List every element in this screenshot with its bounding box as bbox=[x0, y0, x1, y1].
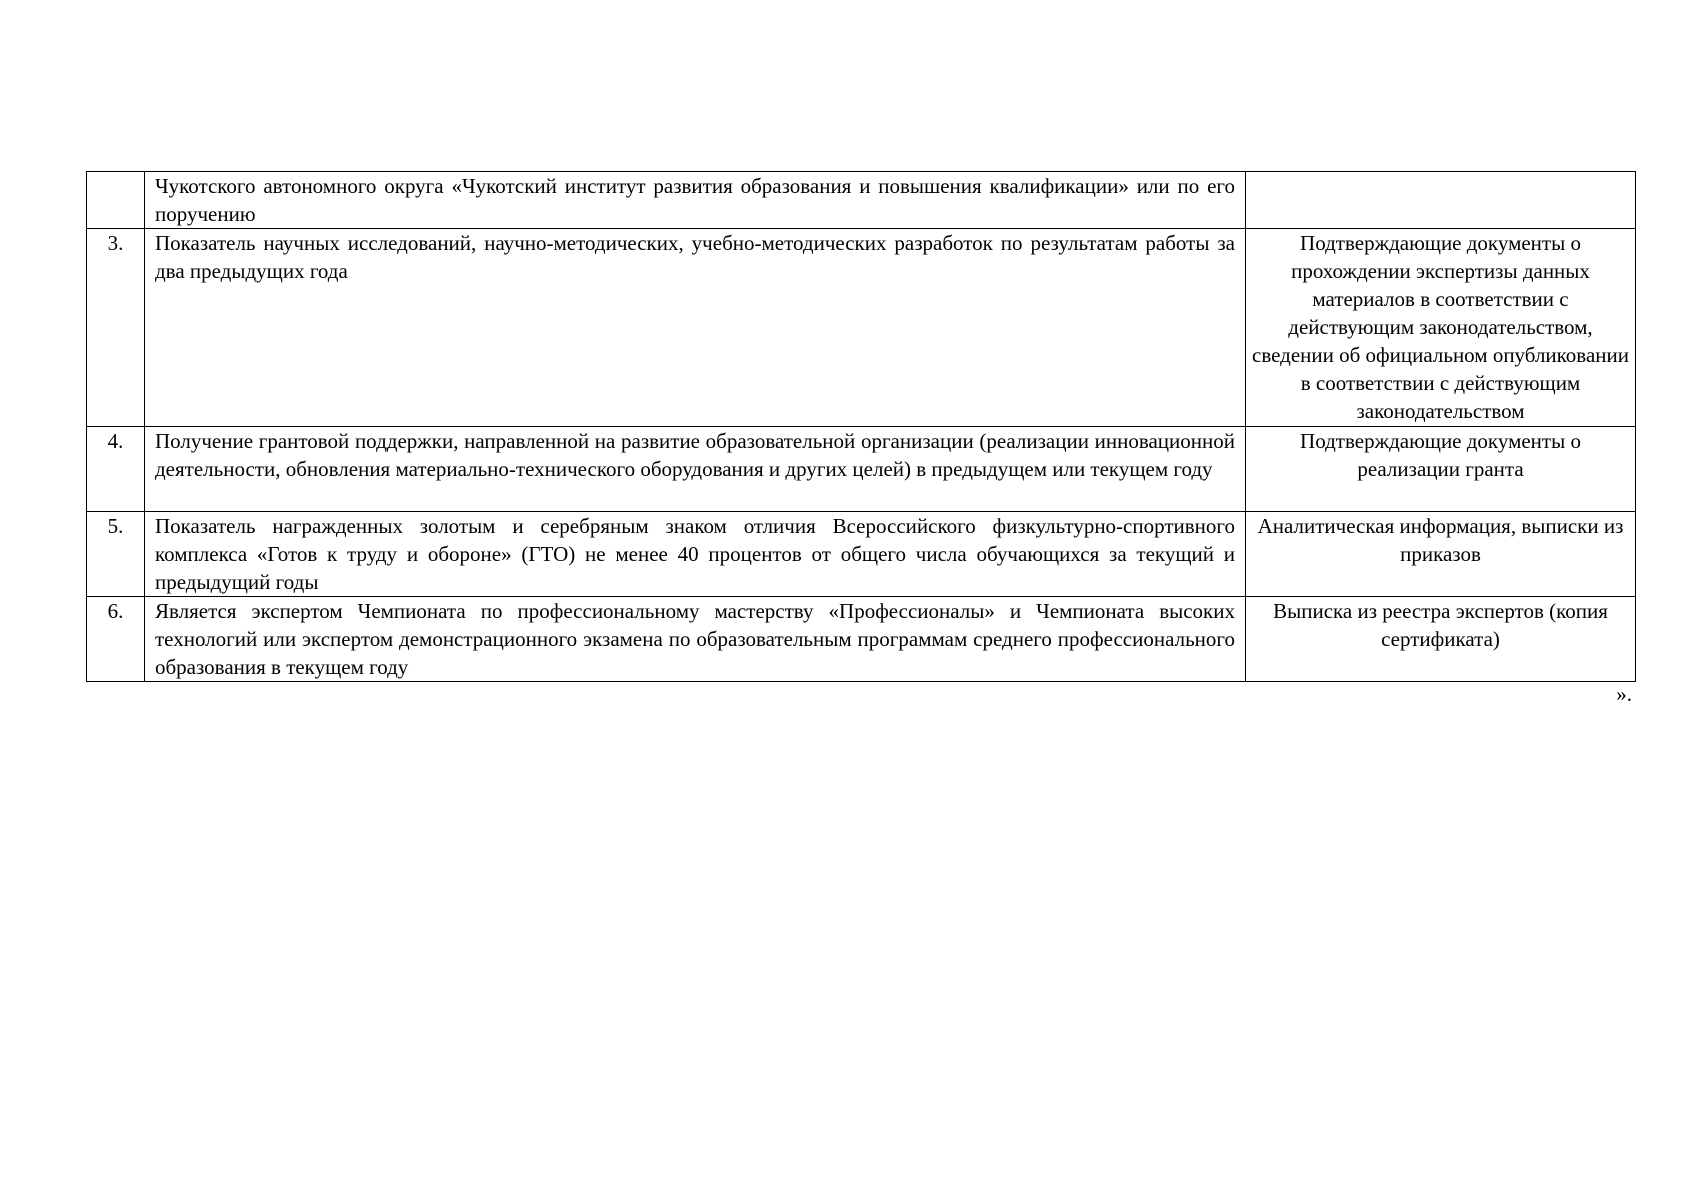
row-number: 4. bbox=[87, 427, 145, 512]
row-number bbox=[87, 172, 145, 229]
row-number: 3. bbox=[87, 229, 145, 427]
supporting-documents bbox=[1246, 172, 1636, 229]
table-row bbox=[87, 427, 1636, 512]
criterion-text: Чукотского автономного округа «Чукотский институт развития образования и повышения квалификации» или по его поручению bbox=[145, 172, 1246, 229]
row-number: 6. bbox=[87, 597, 145, 682]
table-row bbox=[87, 229, 1636, 427]
supporting-documents: Подтверждающие документы о реализации гранта bbox=[1246, 427, 1636, 512]
supporting-documents: Выписка из реестра экспертов (копия сертификата) bbox=[1246, 597, 1636, 682]
table-row bbox=[87, 512, 1636, 597]
criterion-text: Получение грантовой поддержки, направленной на развитие образовательной организации (реализации инновационной деятельности, обновления материально-технического оборудования и других целей) в предыдущем или текущем году bbox=[145, 427, 1246, 512]
criterion-text: Показатель награжденных золотым и серебряным знаком отличия Всероссийского физкультурно-спортивного комплекса «Готов к труду и обороне» (ГТО) не менее 40 процентов от общего числа обучающихся за текущий и предыдущий годы bbox=[145, 512, 1246, 597]
supporting-documents: Подтверждающие документы о прохождении экспертизы данных материалов в соответствии с действующим законодательством, сведении об официальном опубликовании в соответствии с действующим законодательством bbox=[1246, 229, 1636, 427]
criterion-text: Является экспертом Чемпионата по профессиональному мастерству «Профессионалы» и Чемпионата высоких технологий или экспертом демонстрационного экзамена по образовательным программам среднего профессионального образования в текущем году bbox=[145, 597, 1246, 682]
table-row bbox=[87, 172, 1636, 229]
closing-quote: ». bbox=[1616, 682, 1632, 706]
row-number: 5. bbox=[87, 512, 145, 597]
criterion-text: Показатель научных исследований, научно-методических, учебно-методических разработок по результатам работы за два предыдущих года bbox=[145, 229, 1246, 427]
supporting-documents: Аналитическая информация, выписки из приказов bbox=[1246, 512, 1636, 597]
table-row bbox=[87, 597, 1636, 682]
criteria-table bbox=[86, 171, 1636, 682]
